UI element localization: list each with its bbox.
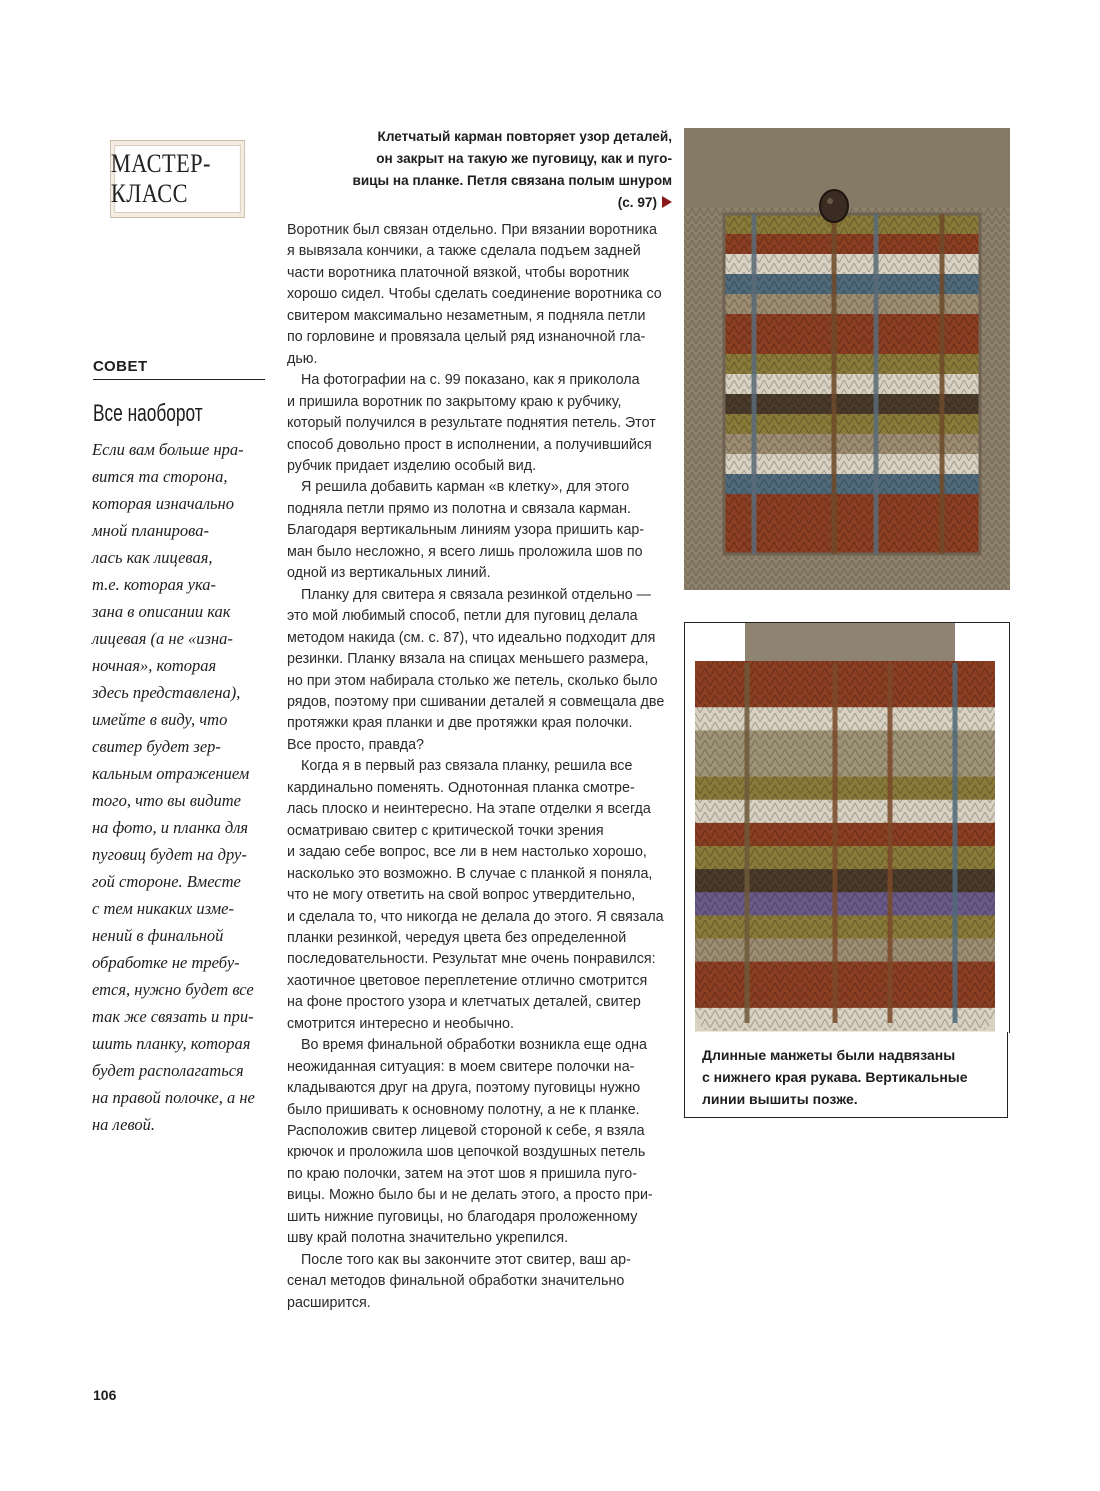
badge-label: МАСТЕР-КЛАСС	[110, 149, 211, 208]
body-line: Благодаря вертикальным линиям узора пришить кар-	[287, 522, 645, 539]
caption-line: линии вышиты позже.	[702, 1091, 858, 1107]
body-line: Когда я в первый раз связала планку, решила все	[301, 758, 633, 775]
tip-line: кальным отражением	[92, 764, 250, 783]
body-line: планки резинкой, чередуя цвета без определенной	[287, 929, 627, 946]
body-line: После того как вы закончите этот свитер, ваш ар-	[301, 1251, 631, 1268]
article-body	[287, 220, 679, 1314]
tip-line: которая изначально	[92, 494, 234, 513]
body-line: Во время финальной обработки возникла еще одна	[301, 1037, 647, 1054]
body-line: было пришивать к основному полотну, а не к планке.	[287, 1101, 640, 1118]
body-line: части воротника платочной вязкой, чтобы воротник	[287, 264, 629, 281]
tip-line: с тем никаких изме-	[92, 899, 234, 918]
tip-line: на левой.	[92, 1115, 156, 1134]
body-line: по горловине и провязала целый ряд изнаночной гла-	[287, 329, 646, 346]
body-line: кладываются друг на друга, поэтому пуговицы нужно	[287, 1080, 641, 1097]
tip-line: вится та сторона,	[92, 467, 228, 486]
body-paragraph	[287, 220, 679, 370]
tip-line: Если вам больше нра-	[92, 440, 244, 459]
body-line: Расположив свитер лицевой стороной к себе, я взяла	[287, 1123, 645, 1140]
arrow-right-icon	[662, 196, 672, 208]
tip-line: имейте в виду, что	[92, 710, 228, 729]
body-line: и сделала то, что никогда не делала до этого. Я связала	[287, 908, 664, 925]
tip-line: мной планирова-	[92, 521, 209, 540]
tip-line: пуговиц будет на дру-	[92, 845, 247, 864]
tip-label: СОВЕТ	[93, 358, 265, 380]
body-line: на фоне простого узора и клетчатых деталей, свитер	[287, 994, 641, 1011]
body-paragraph	[287, 1250, 679, 1314]
tip-line: зана в описании как	[92, 602, 231, 621]
body-line: резинки. Планку вязала на спицах меньшего размера,	[287, 651, 649, 668]
tip-line: лицевая (а не «изна-	[92, 629, 233, 648]
tip-line: того, что вы видите	[92, 791, 241, 810]
tip-line: нений в финальной	[92, 926, 224, 945]
body-line: дью.	[287, 350, 318, 367]
body-line: расширится.	[287, 1294, 371, 1311]
body-line: рубчик придает изделию особый вид.	[287, 457, 537, 474]
body-line: шву край полотна значительно укрепился.	[287, 1230, 569, 1247]
body-line: Я решила добавить карман «в клетку», для этого	[301, 479, 630, 496]
tip-title: Все наоборот	[93, 400, 203, 427]
body-line: что не могу ответить на свой вопрос утвердительно,	[287, 887, 636, 904]
tip-line: свитер будет зер-	[92, 737, 221, 756]
body-line: методом накида (см. с. 87), что идеально подходит для	[287, 629, 656, 646]
tip-line: здесь представлена),	[92, 683, 241, 702]
body-line: но при этом набирала столько же петель, сколько было	[287, 672, 658, 689]
body-line: кардинально поменять. Однотонная планка смотре-	[287, 779, 635, 796]
caption-line: Длинные манжеты были надвязаны	[702, 1047, 956, 1063]
caption-line: с нижнего края рукава. Вертикальные	[702, 1069, 968, 1085]
body-line: подняла петли прямо из полотна и связала карман.	[287, 500, 631, 517]
caption-line: он закрыт на такую же пуговицу, как и пуго-	[376, 151, 672, 166]
body-line: протяжки края планки и две протяжки края полочки.	[287, 715, 633, 732]
tip-line: т.е. которая ука-	[92, 575, 216, 594]
cuff-knit-photo	[684, 622, 1010, 1033]
body-line: крючок и проложила шов цепочкой воздушных петель	[287, 1144, 646, 1161]
body-paragraph	[287, 477, 679, 584]
body-line: последовательности. Результат мне очень понравился:	[287, 951, 656, 968]
body-line: одной из вертикальных линий.	[287, 565, 491, 582]
body-line: вицы. Можно было бы и не делать этого, а просто при-	[287, 1187, 653, 1204]
body-line: который получился в результате поднятия петель. Этот	[287, 415, 656, 432]
body-line: хаотичное цветовое переплетение отлично смотрится	[287, 972, 648, 989]
pocket-knit-photo	[684, 128, 1010, 590]
master-class-badge	[110, 140, 245, 218]
caption-line: Клетчатый карман повторяет узор деталей,	[377, 129, 672, 144]
body-line: и задаю себе вопрос, все ли в нем настолько хорошо,	[287, 844, 647, 861]
body-line: Планку для свитера я связала резинкой отдельно —	[301, 586, 651, 603]
tip-line: ется, нужно будет все	[92, 980, 254, 999]
body-line: по краю полочки, затем на этот шов я пришила пуго-	[287, 1165, 637, 1182]
body-line: На фотографии на с. 99 показано, как я приколола	[301, 372, 640, 389]
body-line: и пришила воротник по закрытому краю к рубчику,	[287, 393, 622, 410]
body-line: способ довольно прост в исполнении, а получившийся	[287, 436, 652, 453]
body-paragraph	[287, 370, 679, 477]
tip-line: ночная», которая	[92, 656, 217, 675]
tip-line: обработке не требу-	[92, 953, 240, 972]
body-line: шить нижние пуговицы, но благодаря проложенному	[287, 1208, 638, 1225]
pocket-photo-caption	[330, 126, 672, 214]
body-line: Воротник был связан отдельно. При вязании воротника	[287, 222, 657, 238]
body-line: неожиданная ситуация: в моем свитере полочки на-	[287, 1058, 635, 1075]
body-line: лась плоско и неинтересно. На этапе отделки я всегда	[287, 801, 651, 818]
tip-line: на фото, и планка для	[92, 818, 249, 837]
body-line: это мой любимый способ, петли для пуговиц делала	[287, 608, 638, 625]
body-line: сенал методов финальной обработки значительно	[287, 1273, 625, 1290]
body-line: осматриваю свитер с критической точки зрения	[287, 822, 604, 839]
body-line: насколько это возможно. В случае с планкой я поняла,	[287, 865, 653, 882]
body-line: я вывязала кончики, а также сделала подъем задней	[287, 243, 641, 260]
cuff-photo-caption	[684, 1032, 1008, 1118]
tip-line: будет располагаться	[92, 1061, 244, 1080]
body-line: ман было несложно, я всего лишь проложила шов по	[287, 543, 643, 560]
body-line: смотрится интересно и необычно.	[287, 1015, 514, 1032]
tip-line: лась как лицевая,	[92, 548, 213, 567]
body-paragraph	[287, 756, 679, 1035]
body-line: свитером максимально незаметным, я подняла петли	[287, 307, 646, 324]
body-paragraph	[287, 1035, 679, 1250]
body-paragraph	[287, 585, 679, 757]
caption-line: вицы на планке. Петля связана полым шнуром	[352, 173, 672, 188]
tip-line: на правой полочке, а не	[92, 1088, 255, 1107]
body-line: Все просто, правда?	[287, 736, 425, 753]
tip-line: гой стороне. Вместе	[92, 872, 241, 891]
tip-line: шить планку, которая	[92, 1034, 251, 1053]
body-line: рядов, поэтому при сшивании деталей я совмещала две	[287, 693, 665, 710]
tip-line: так же связать и при-	[92, 1007, 254, 1026]
page-number: 106	[93, 1387, 117, 1403]
caption-line: (с. 97)	[330, 192, 672, 214]
tip-text	[92, 436, 270, 1138]
body-line: хорошо сидел. Чтобы сделать соединение воротника со	[287, 286, 662, 303]
